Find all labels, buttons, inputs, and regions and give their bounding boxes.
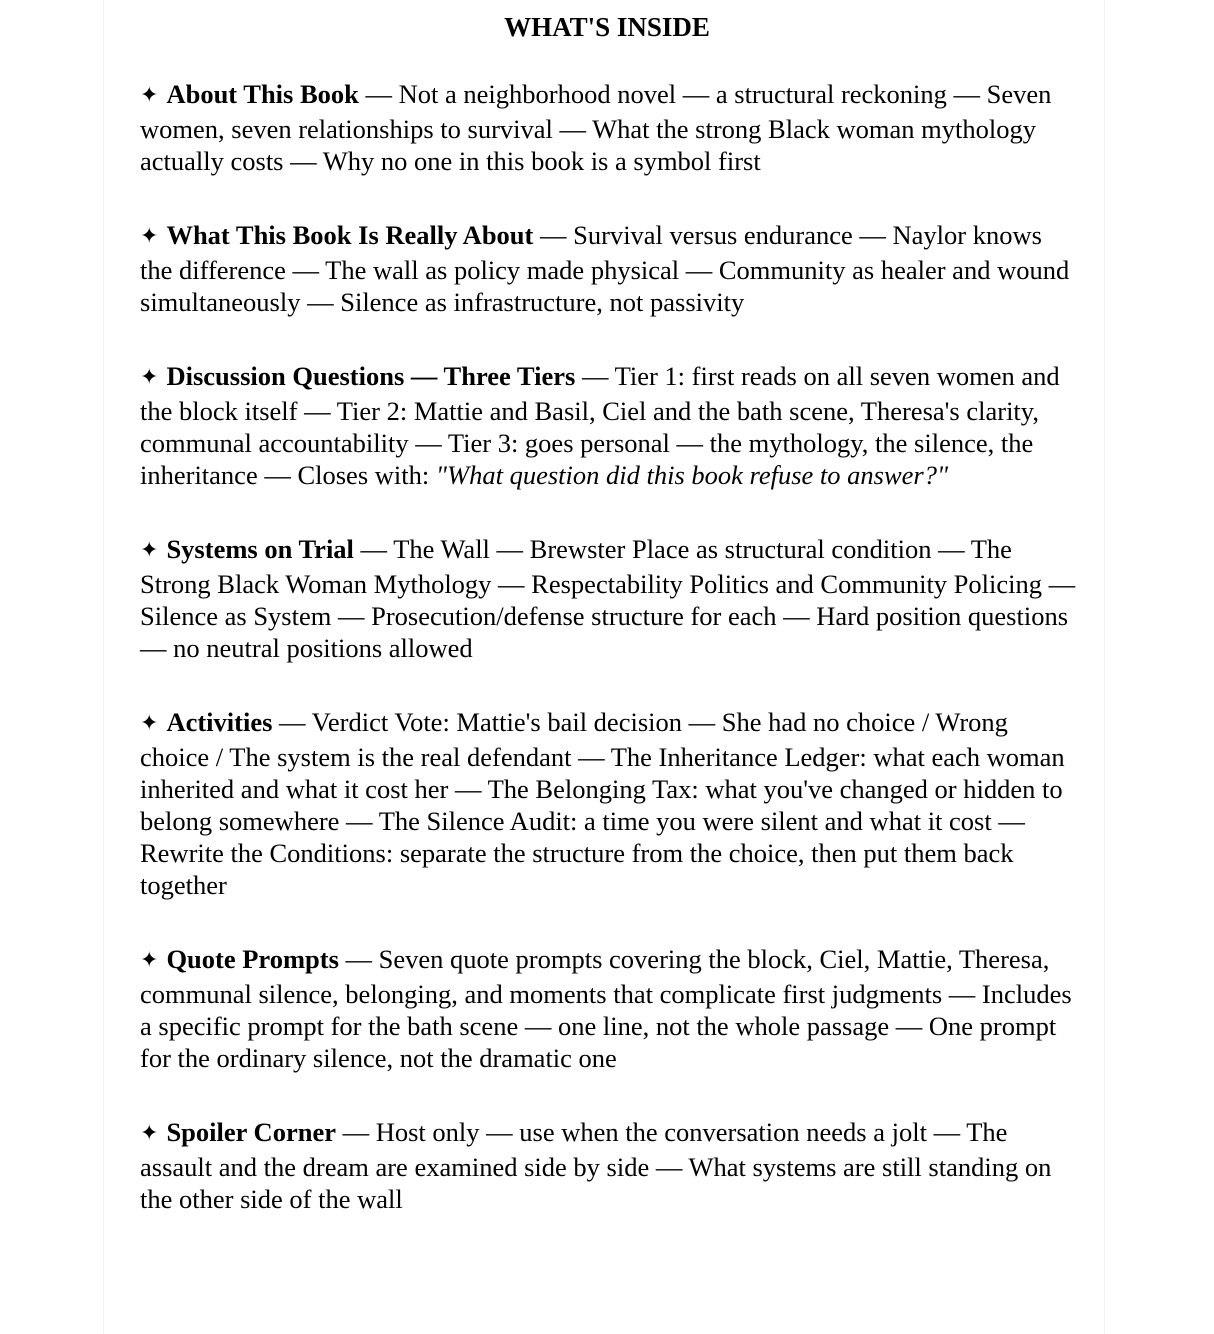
section-body: — Verdict Vote: Mattie's bail decision — She had no choice / Wrong choice / The system is the real defendant — The Inheritance Ledger: what each woman inherited and what it cost her — The Belonging Tax: what you've changed or hidden to belong somewhere — The Silence Audit: a time you were silent and what it cost — Rewrite the Conditions: separate the structure from the choice, then put them back together <box>140 707 1065 900</box>
section-activities <box>140 706 1078 901</box>
page-title: WHAT'S INSIDE <box>504 12 710 42</box>
closing-question: "What question did this book refuse to answer?" <box>435 460 949 490</box>
section-heading: Quote Prompts <box>166 944 339 974</box>
section-systems-on-trial <box>140 533 1078 664</box>
section-heading: Activities <box>166 707 273 737</box>
section-what-this-book-is-about <box>140 219 1078 318</box>
section-heading: What This Book Is Really About <box>166 220 534 250</box>
contents-list <box>140 78 1078 1257</box>
section-quote-prompts <box>140 943 1078 1074</box>
sparkle-icon: ✦ <box>140 224 159 249</box>
section-heading: Discussion Questions — Three Tiers <box>166 361 576 391</box>
section-body: — The Wall — Brewster Place as structural condition — The Strong Black Woman Mythology — Respectability Politics and Community Policing — Silence as System — Prosecution/defense structure for each — Hard position questions — no neutral positions allowed <box>140 534 1076 663</box>
section-spoiler-corner <box>140 1116 1078 1215</box>
section-heading: Systems on Trial <box>166 534 354 564</box>
section-body: — Survival versus endurance — Naylor knows the difference — The wall as policy made physical — Community as healer and wound simultaneously — Silence as infrastructure, not passivity <box>140 220 1070 317</box>
section-body: — Not a neighborhood novel — a structural reckoning — Seven women, seven relationships to survival — What the strong Black woman mythology actually costs — Why no one in this book is a symbol first <box>140 79 1052 176</box>
sparkle-icon: ✦ <box>140 711 159 736</box>
section-about-this-book <box>140 78 1078 177</box>
sparkle-icon: ✦ <box>140 538 159 563</box>
sparkle-icon: ✦ <box>140 365 159 390</box>
sparkle-icon: ✦ <box>140 83 159 108</box>
sparkle-icon: ✦ <box>140 948 159 973</box>
section-body: — Tier 1: first reads on all seven women and the block itself — Tier 2: Mattie and Basil, Ciel and the bath scene, Theresa's clarity, communal accountability — Tier 3: goes personal — the mythology, the silence, the inheritance — Closes with: <box>140 361 1060 490</box>
section-body: — Seven quote prompts covering the block, Ciel, Mattie, Theresa, communal silence, belonging, and moments that complicate first judgments — Includes a specific prompt for the bath scene — one line, not the whole passage — One prompt for the ordinary silence, not the dramatic one <box>140 944 1072 1073</box>
section-body: — Host only — use when the conversation needs a jolt — The assault and the dream are examined side by side — What systems are still standing on the other side of the wall <box>140 1117 1052 1214</box>
document-page <box>104 0 1104 1334</box>
section-heading: Spoiler Corner <box>166 1117 336 1147</box>
section-heading: About This Book <box>166 79 359 109</box>
sparkle-icon: ✦ <box>140 1121 159 1146</box>
section-discussion-questions <box>140 360 1078 491</box>
